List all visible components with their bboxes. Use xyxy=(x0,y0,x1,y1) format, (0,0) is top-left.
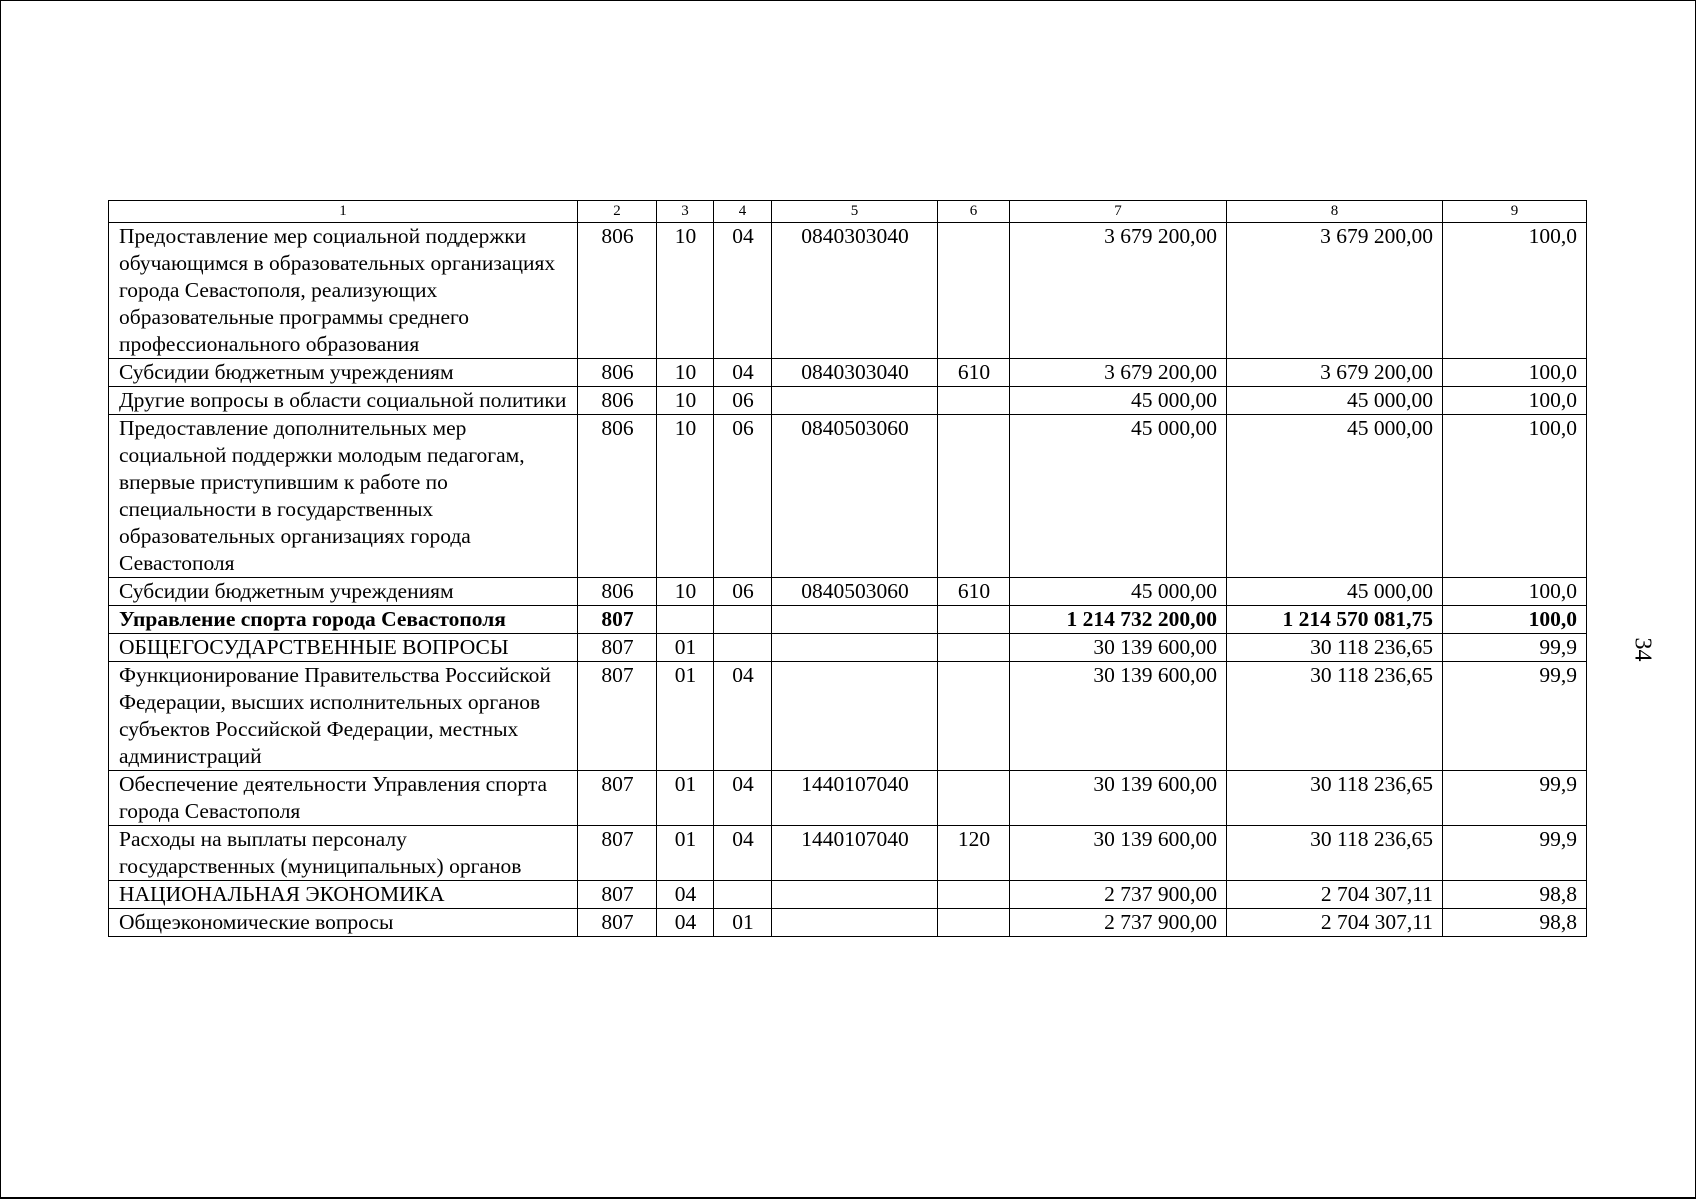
section-code-cell xyxy=(657,606,714,634)
target-article-cell: 0840503060 xyxy=(772,415,938,578)
subsection-code-cell: 06 xyxy=(714,578,772,606)
percent-cell: 99,9 xyxy=(1443,771,1587,826)
table-row xyxy=(109,415,1587,578)
executed-amount-cell: 30 118 236,65 xyxy=(1227,826,1443,881)
expense-type-cell xyxy=(938,387,1010,415)
subsection-code-cell xyxy=(714,634,772,662)
item-name-cell: Предоставление дополнительных мер социальной поддержки молодым педагогам, впервые приступившим к работе по специальности в государственных образовательных организациях города Севастополя xyxy=(109,415,578,578)
item-name-cell: ОБЩЕГОСУДАРСТВЕННЫЕ ВОПРОСЫ xyxy=(109,634,578,662)
header-cell: 9 xyxy=(1443,201,1587,223)
approved-amount-cell: 30 139 600,00 xyxy=(1010,826,1227,881)
section-code-cell: 01 xyxy=(657,771,714,826)
percent-cell: 100,0 xyxy=(1443,359,1587,387)
executed-amount-cell: 30 118 236,65 xyxy=(1227,662,1443,771)
executed-amount-cell: 1 214 570 081,75 xyxy=(1227,606,1443,634)
table-row xyxy=(109,634,1587,662)
expense-type-cell xyxy=(938,223,1010,359)
percent-cell: 100,0 xyxy=(1443,415,1587,578)
section-code-cell: 01 xyxy=(657,826,714,881)
approved-amount-cell: 30 139 600,00 xyxy=(1010,634,1227,662)
department-code-cell: 807 xyxy=(578,909,657,937)
department-code-cell: 807 xyxy=(578,634,657,662)
page-number: 34 xyxy=(1629,637,1656,662)
executed-amount-cell: 3 679 200,00 xyxy=(1227,223,1443,359)
expense-type-cell xyxy=(938,606,1010,634)
item-name-cell: Субсидии бюджетным учреждениям xyxy=(109,359,578,387)
header-cell: 6 xyxy=(938,201,1010,223)
table-row xyxy=(109,909,1587,937)
subsection-code-cell: 01 xyxy=(714,909,772,937)
department-code-cell: 807 xyxy=(578,826,657,881)
executed-amount-cell: 3 679 200,00 xyxy=(1227,359,1443,387)
expense-type-cell: 120 xyxy=(938,826,1010,881)
department-code-cell: 806 xyxy=(578,578,657,606)
percent-cell: 100,0 xyxy=(1443,606,1587,634)
executed-amount-cell: 30 118 236,65 xyxy=(1227,771,1443,826)
percent-cell: 99,9 xyxy=(1443,662,1587,771)
section-code-cell: 10 xyxy=(657,578,714,606)
section-code-cell: 04 xyxy=(657,909,714,937)
percent-cell: 100,0 xyxy=(1443,223,1587,359)
approved-amount-cell: 3 679 200,00 xyxy=(1010,223,1227,359)
target-article-cell: 1440107040 xyxy=(772,771,938,826)
percent-cell: 99,9 xyxy=(1443,634,1587,662)
target-article-cell xyxy=(772,387,938,415)
subsection-code-cell xyxy=(714,881,772,909)
target-article-cell xyxy=(772,606,938,634)
header-cell: 4 xyxy=(714,201,772,223)
department-code-cell: 806 xyxy=(578,359,657,387)
target-article-cell: 1440107040 xyxy=(772,826,938,881)
item-name-cell: Обеспечение деятельности Управления спорта города Севастополя xyxy=(109,771,578,826)
expense-type-cell xyxy=(938,909,1010,937)
subsection-code-cell: 06 xyxy=(714,387,772,415)
header-cell: 7 xyxy=(1010,201,1227,223)
table-row xyxy=(109,359,1587,387)
department-code-cell: 806 xyxy=(578,415,657,578)
table-row xyxy=(109,223,1587,359)
expense-type-cell: 610 xyxy=(938,578,1010,606)
section-code-cell: 10 xyxy=(657,223,714,359)
expense-type-cell xyxy=(938,634,1010,662)
executed-amount-cell: 2 704 307,11 xyxy=(1227,909,1443,937)
approved-amount-cell: 3 679 200,00 xyxy=(1010,359,1227,387)
target-article-cell: 0840303040 xyxy=(772,223,938,359)
department-code-cell: 806 xyxy=(578,223,657,359)
section-code-cell: 10 xyxy=(657,387,714,415)
header-cell: 3 xyxy=(657,201,714,223)
executed-amount-cell: 45 000,00 xyxy=(1227,415,1443,578)
header-cell: 5 xyxy=(772,201,938,223)
table-row xyxy=(109,662,1587,771)
section-code-cell: 01 xyxy=(657,662,714,771)
table-header-row xyxy=(109,201,1587,223)
expense-type-cell xyxy=(938,771,1010,826)
section-code-cell: 10 xyxy=(657,359,714,387)
table-row xyxy=(109,387,1587,415)
section-code-cell: 10 xyxy=(657,415,714,578)
target-article-cell: 0840303040 xyxy=(772,359,938,387)
approved-amount-cell: 30 139 600,00 xyxy=(1010,662,1227,771)
table-row xyxy=(109,606,1587,634)
expense-type-cell xyxy=(938,881,1010,909)
approved-amount-cell: 45 000,00 xyxy=(1010,578,1227,606)
department-code-cell: 807 xyxy=(578,881,657,909)
percent-cell: 100,0 xyxy=(1443,387,1587,415)
table-body xyxy=(109,223,1587,937)
subsection-code-cell: 06 xyxy=(714,415,772,578)
budget-table xyxy=(108,200,1587,937)
percent-cell: 98,8 xyxy=(1443,881,1587,909)
approved-amount-cell: 1 214 732 200,00 xyxy=(1010,606,1227,634)
percent-cell: 98,8 xyxy=(1443,909,1587,937)
target-article-cell xyxy=(772,881,938,909)
item-name-cell: Расходы на выплаты персоналу государственных (муниципальных) органов xyxy=(109,826,578,881)
approved-amount-cell: 2 737 900,00 xyxy=(1010,881,1227,909)
expense-type-cell: 610 xyxy=(938,359,1010,387)
executed-amount-cell: 45 000,00 xyxy=(1227,578,1443,606)
section-code-cell: 04 xyxy=(657,881,714,909)
section-code-cell: 01 xyxy=(657,634,714,662)
percent-cell: 100,0 xyxy=(1443,578,1587,606)
item-name-cell: Другие вопросы в области социальной политики xyxy=(109,387,578,415)
header-cell: 1 xyxy=(109,201,578,223)
department-code-cell: 807 xyxy=(578,662,657,771)
subsection-code-cell: 04 xyxy=(714,223,772,359)
subsection-code-cell: 04 xyxy=(714,771,772,826)
subsection-code-cell: 04 xyxy=(714,662,772,771)
table-row xyxy=(109,881,1587,909)
approved-amount-cell: 2 737 900,00 xyxy=(1010,909,1227,937)
expense-type-cell xyxy=(938,662,1010,771)
subsection-code-cell: 04 xyxy=(714,359,772,387)
item-name-cell: Субсидии бюджетным учреждениям xyxy=(109,578,578,606)
item-name-cell: Общеэкономические вопросы xyxy=(109,909,578,937)
percent-cell: 99,9 xyxy=(1443,826,1587,881)
item-name-cell: НАЦИОНАЛЬНАЯ ЭКОНОМИКА xyxy=(109,881,578,909)
target-article-cell xyxy=(772,662,938,771)
executed-amount-cell: 2 704 307,11 xyxy=(1227,881,1443,909)
subsection-code-cell xyxy=(714,606,772,634)
approved-amount-cell: 30 139 600,00 xyxy=(1010,771,1227,826)
target-article-cell xyxy=(772,909,938,937)
item-name-cell: Предоставление мер социальной поддержки обучающимся в образовательных организациях города Севастополя, реализующих образовательные программы среднего профессионального образования xyxy=(109,223,578,359)
target-article-cell xyxy=(772,634,938,662)
executed-amount-cell: 30 118 236,65 xyxy=(1227,634,1443,662)
approved-amount-cell: 45 000,00 xyxy=(1010,387,1227,415)
department-code-cell: 807 xyxy=(578,771,657,826)
subsection-code-cell: 04 xyxy=(714,826,772,881)
header-cell: 2 xyxy=(578,201,657,223)
header-cell: 8 xyxy=(1227,201,1443,223)
executed-amount-cell: 45 000,00 xyxy=(1227,387,1443,415)
department-code-cell: 806 xyxy=(578,387,657,415)
target-article-cell: 0840503060 xyxy=(772,578,938,606)
department-code-cell: 807 xyxy=(578,606,657,634)
expense-type-cell xyxy=(938,415,1010,578)
table-row xyxy=(109,578,1587,606)
approved-amount-cell: 45 000,00 xyxy=(1010,415,1227,578)
table-row xyxy=(109,826,1587,881)
item-name-cell: Функционирование Правительства Российской Федерации, высших исполнительных органов субъектов Российской Федерации, местных администраций xyxy=(109,662,578,771)
item-name-cell: Управление спорта города Севастополя xyxy=(109,606,578,634)
table-row xyxy=(109,771,1587,826)
